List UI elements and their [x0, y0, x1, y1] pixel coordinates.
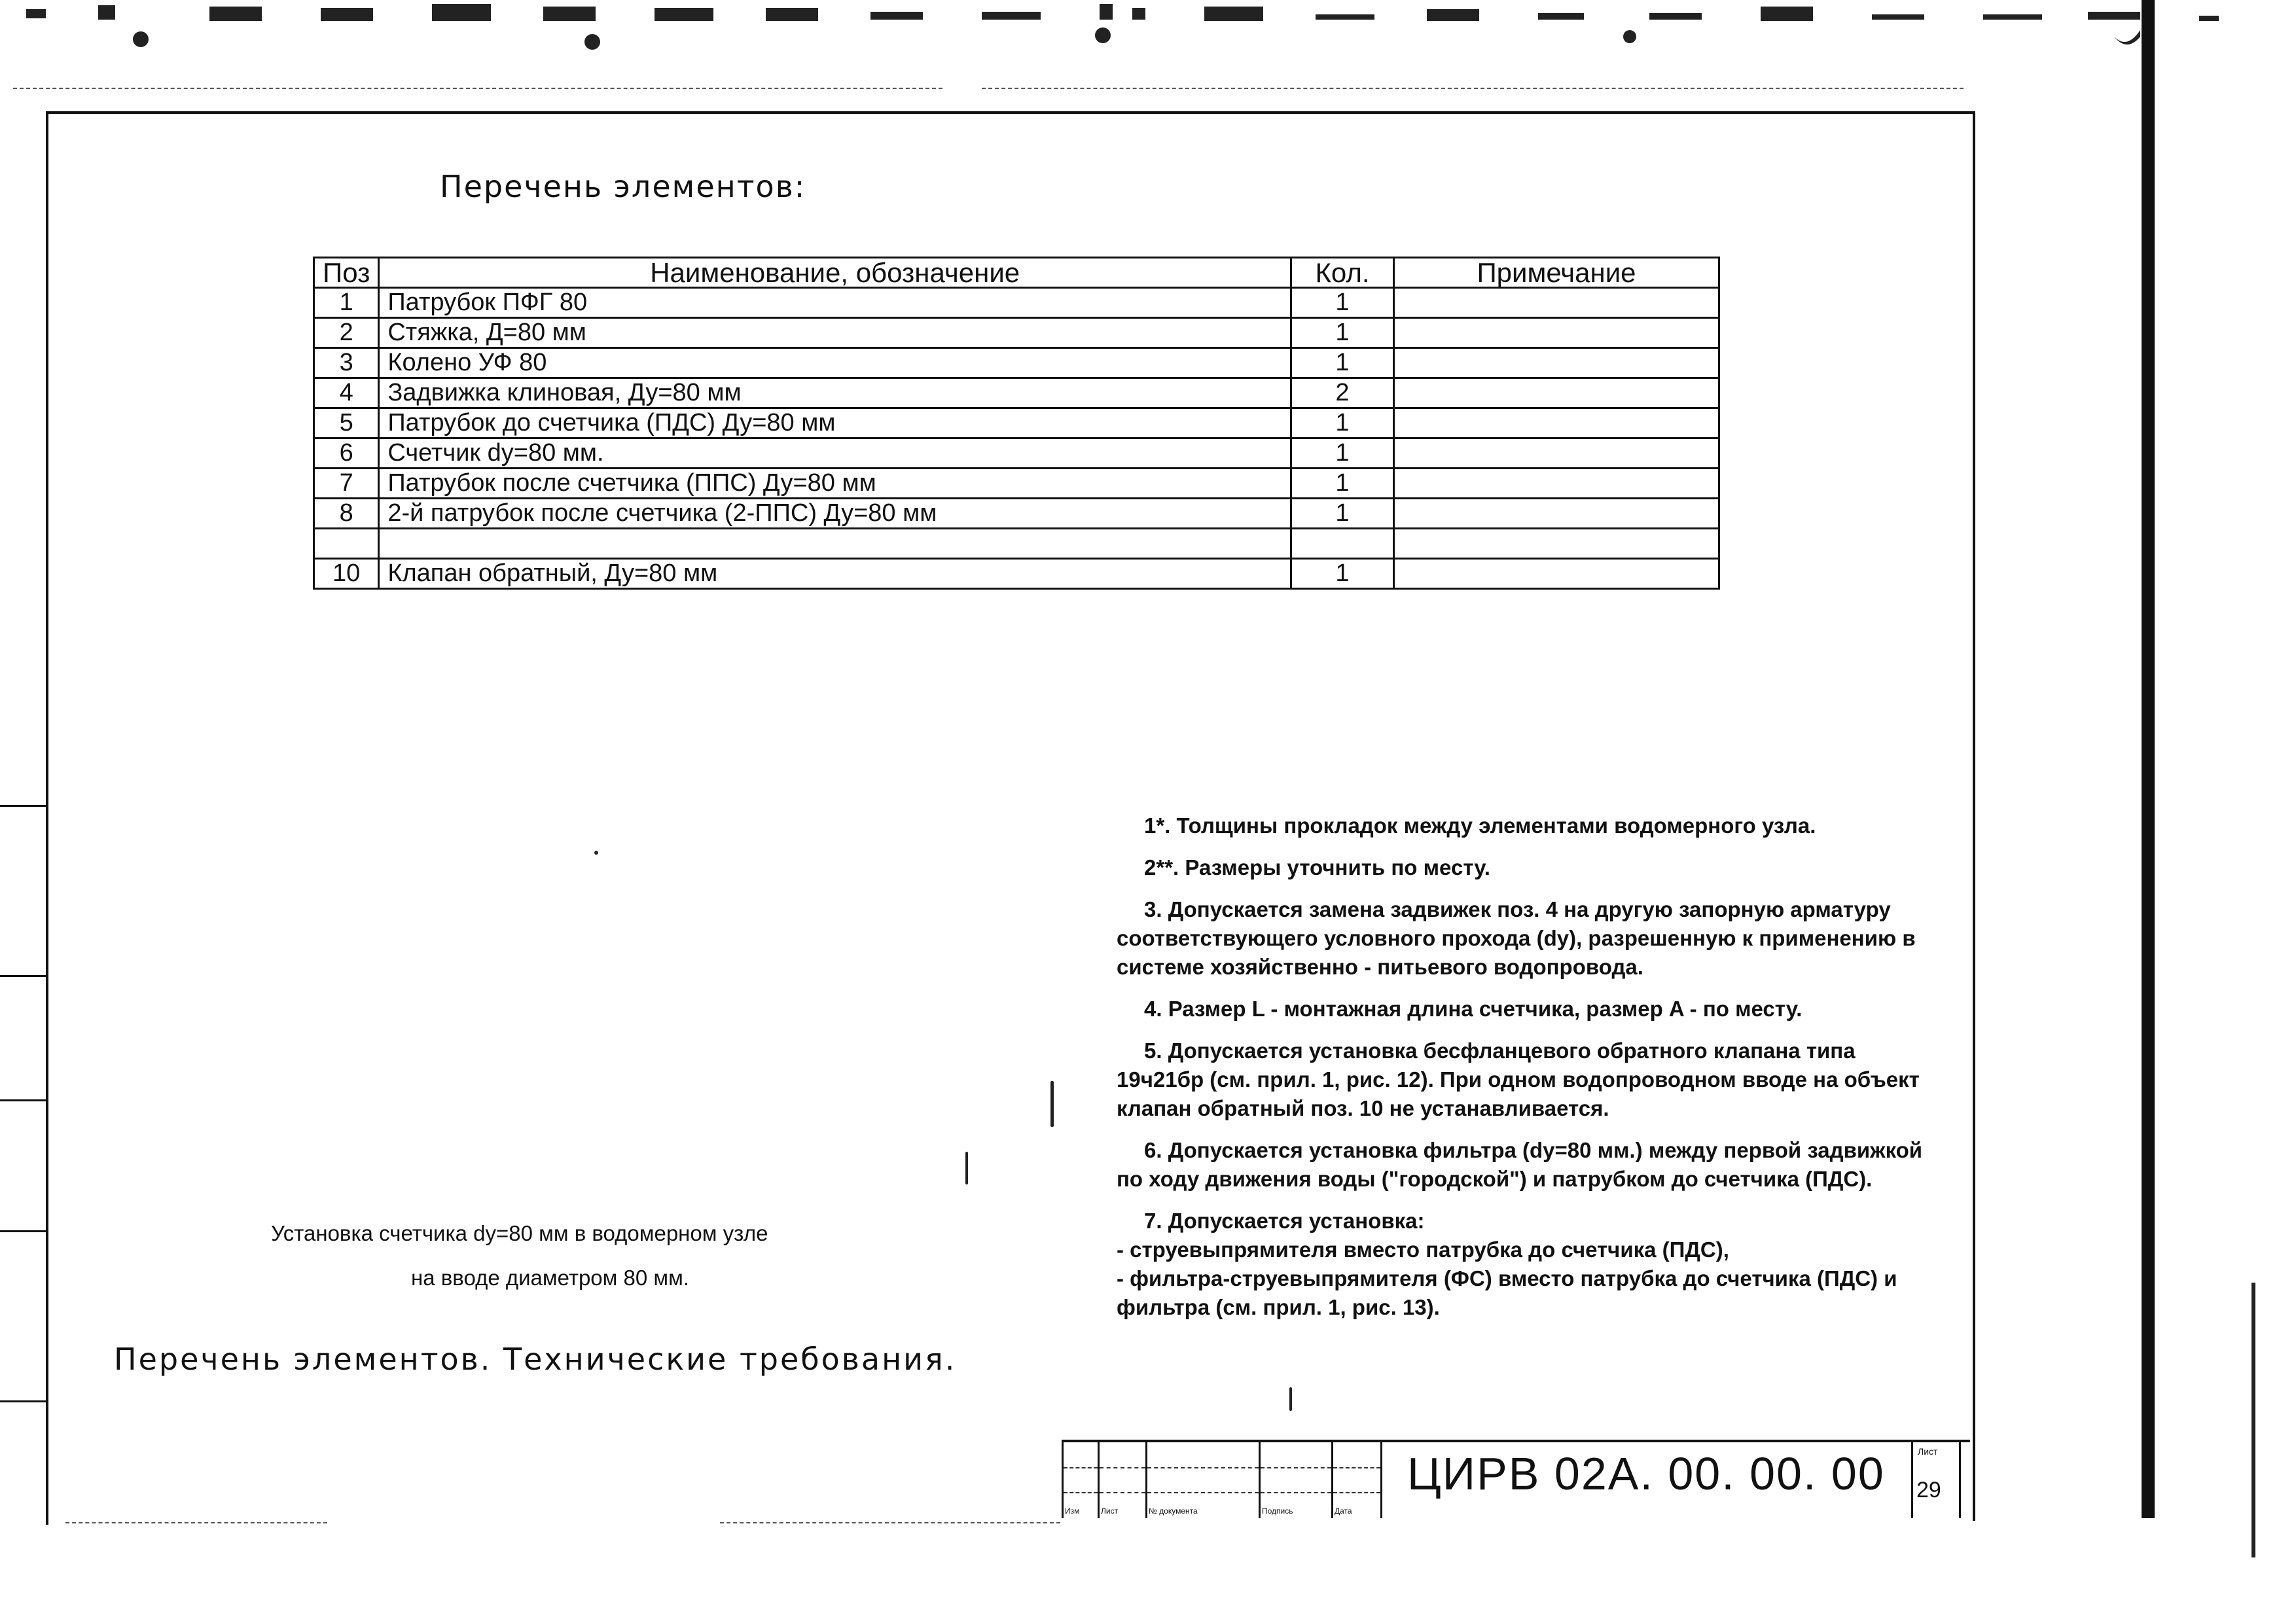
note-5: 5. Допускается установка бесфланцевого обратного клапана типа 19ч21бр (см. прил. 1, рис. 12). При одном водопроводном вводе на объект клапан обратный поз. 10 не устанавливается.: [1117, 1039, 1920, 1120]
scan-dash-line: [720, 1522, 1060, 1525]
row-note: [1394, 529, 1719, 559]
scan-artefacts: [0, 0, 2296, 59]
note-6: 6. Допускается установка фильтра (dy=80 мм.) между первой задвижкой по ходу движения воды ("городской") и патрубком до счетчика (ПДС).: [1117, 1138, 1923, 1191]
table-row: [314, 318, 1719, 348]
table-header-row: [314, 258, 1719, 288]
row-note: [1394, 438, 1719, 469]
table-row: [314, 288, 1719, 318]
elements-table: [313, 257, 1720, 590]
tb-label-date: Дата: [1335, 1506, 1352, 1516]
row-qty: 1: [1291, 408, 1394, 438]
note-1: 1*. Толщины прокладок между элементами водомерного узла.: [1144, 813, 1816, 838]
table-row: [314, 469, 1719, 499]
row-note: [1394, 348, 1719, 378]
row-qty: 2: [1291, 378, 1394, 408]
note-7b: - фильтра-струевыпрямителя (ФС) вместо патрубка до счетчика (ПДС) и фильтра (см. прил. 1, рис. 13).: [1117, 1266, 1897, 1319]
tb-label-signature: Подпись: [1262, 1506, 1293, 1516]
header-name: Наименование, обозначение: [379, 258, 1291, 288]
binding-line: [0, 1099, 46, 1101]
tb-label-change: Изм: [1065, 1506, 1080, 1516]
row-note: [1394, 288, 1719, 318]
elements-heading: Перечень элементов:: [440, 169, 806, 204]
row-note: [1394, 469, 1719, 499]
table-row: [314, 438, 1719, 469]
table-row: [314, 499, 1719, 529]
right-edge-hook: [2251, 1283, 2255, 1557]
row-note: [1394, 408, 1719, 438]
row-qty: 1: [1291, 318, 1394, 348]
row-pos: 8: [314, 499, 379, 529]
note-2: 2**. Размеры уточнить по месту.: [1144, 855, 1490, 880]
scan-speck: [594, 851, 598, 855]
top-scan-strip: [0, 0, 2296, 59]
title-block-grid: [1062, 1442, 1382, 1518]
document-code: ЦИРВ 02А. 00. 00. 00: [1407, 1448, 1885, 1499]
row-name: Патрубок после счетчика (ППС) Ду=80 мм: [379, 469, 1291, 499]
row-name: Клапан обратный, Ду=80 мм: [379, 559, 1291, 589]
row-pos: 1: [314, 288, 379, 318]
row-qty: 1: [1291, 348, 1394, 378]
row-note: [1394, 378, 1719, 408]
drawing-caption-line1: Установка счетчика dy=80 мм в водомерном узле: [271, 1221, 768, 1245]
drawing-caption-line2: на вводе диаметром 80 мм.: [411, 1266, 689, 1290]
row-pos: 5: [314, 408, 379, 438]
technical-notes: [1117, 811, 1948, 1322]
row-name: Счетчик dy=80 мм.: [379, 438, 1291, 469]
row-name: Патрубок ПФГ 80: [379, 288, 1291, 318]
sheet-number: 29: [1916, 1478, 1941, 1502]
sheet-label: Лист: [1918, 1446, 1938, 1457]
table-row: [314, 559, 1719, 589]
header-qty: Кол.: [1291, 258, 1394, 288]
table-row: [314, 408, 1719, 438]
tb-col-sheet: [1098, 1442, 1145, 1518]
row-pos: 7: [314, 469, 379, 499]
note-4: 4. Размер L - монтажная длина счетчика, размер A - по месту.: [1144, 997, 1803, 1021]
row-pos: 6: [314, 438, 379, 469]
row-name: Задвижка клиновая, Ду=80 мм: [379, 378, 1291, 408]
note-3: 3. Допускается замена задвижек поз. 4 на другую запорную арматуру соответствующего условного прохода (dy), разрешенную к применению в системе хозяйственно - питьевого водопровода.: [1117, 897, 1916, 979]
row-note: [1394, 318, 1719, 348]
scan-speck: [1050, 1081, 1054, 1127]
row-name: [379, 529, 1291, 559]
tb-label-sheet: Лист: [1101, 1506, 1119, 1516]
row-qty: [1291, 529, 1394, 559]
row-pos: 2: [314, 318, 379, 348]
scan-dash-line: [982, 88, 1964, 90]
note-7: 7. Допускается установка:: [1144, 1209, 1425, 1233]
scan-speck: [1289, 1387, 1292, 1411]
tb-col-signature: [1259, 1442, 1331, 1518]
scan-speck: [965, 1152, 968, 1184]
scan-dash-line: [13, 88, 942, 90]
note-7a: - струевыпрямителя вместо патрубка до счетчика (ПДС),: [1117, 1237, 1729, 1262]
row-pos: 10: [314, 559, 379, 589]
tb-col-change: [1062, 1442, 1098, 1518]
header-pos: Поз: [314, 258, 379, 288]
scan-dash-line: [65, 1522, 327, 1525]
row-qty: 1: [1291, 438, 1394, 469]
table-row: [314, 529, 1719, 559]
row-name: Колено УФ 80: [379, 348, 1291, 378]
row-name: Патрубок до счетчика (ПДС) Ду=80 мм: [379, 408, 1291, 438]
row-note: [1394, 499, 1719, 529]
right-edge-bar: [2142, 0, 2155, 1518]
row-qty: 1: [1291, 499, 1394, 529]
binding-line: [0, 975, 46, 977]
row-qty: 1: [1291, 288, 1394, 318]
row-qty: 1: [1291, 469, 1394, 499]
header-note: Примечание: [1394, 258, 1719, 288]
binding-line: [0, 805, 46, 807]
row-pos: 3: [314, 348, 379, 378]
tb-col-docnum: [1145, 1442, 1259, 1518]
tb-label-docnum: № документа: [1149, 1506, 1198, 1516]
row-qty: 1: [1291, 559, 1394, 589]
row-note: [1394, 559, 1719, 589]
table-row: [314, 378, 1719, 408]
binding-line: [0, 1400, 46, 1402]
row-name: 2-й патрубок после счетчика (2-ППС) Ду=80 мм: [379, 499, 1291, 529]
row-pos: 4: [314, 378, 379, 408]
sheet-title: Перечень элементов. Технические требования.: [114, 1342, 957, 1377]
binding-strip: [0, 805, 48, 1525]
row-name: Стяжка, Д=80 мм: [379, 318, 1291, 348]
row-pos: [314, 529, 379, 559]
tb-col-date: [1331, 1442, 1382, 1518]
binding-line: [0, 1230, 46, 1232]
table-row: [314, 348, 1719, 378]
